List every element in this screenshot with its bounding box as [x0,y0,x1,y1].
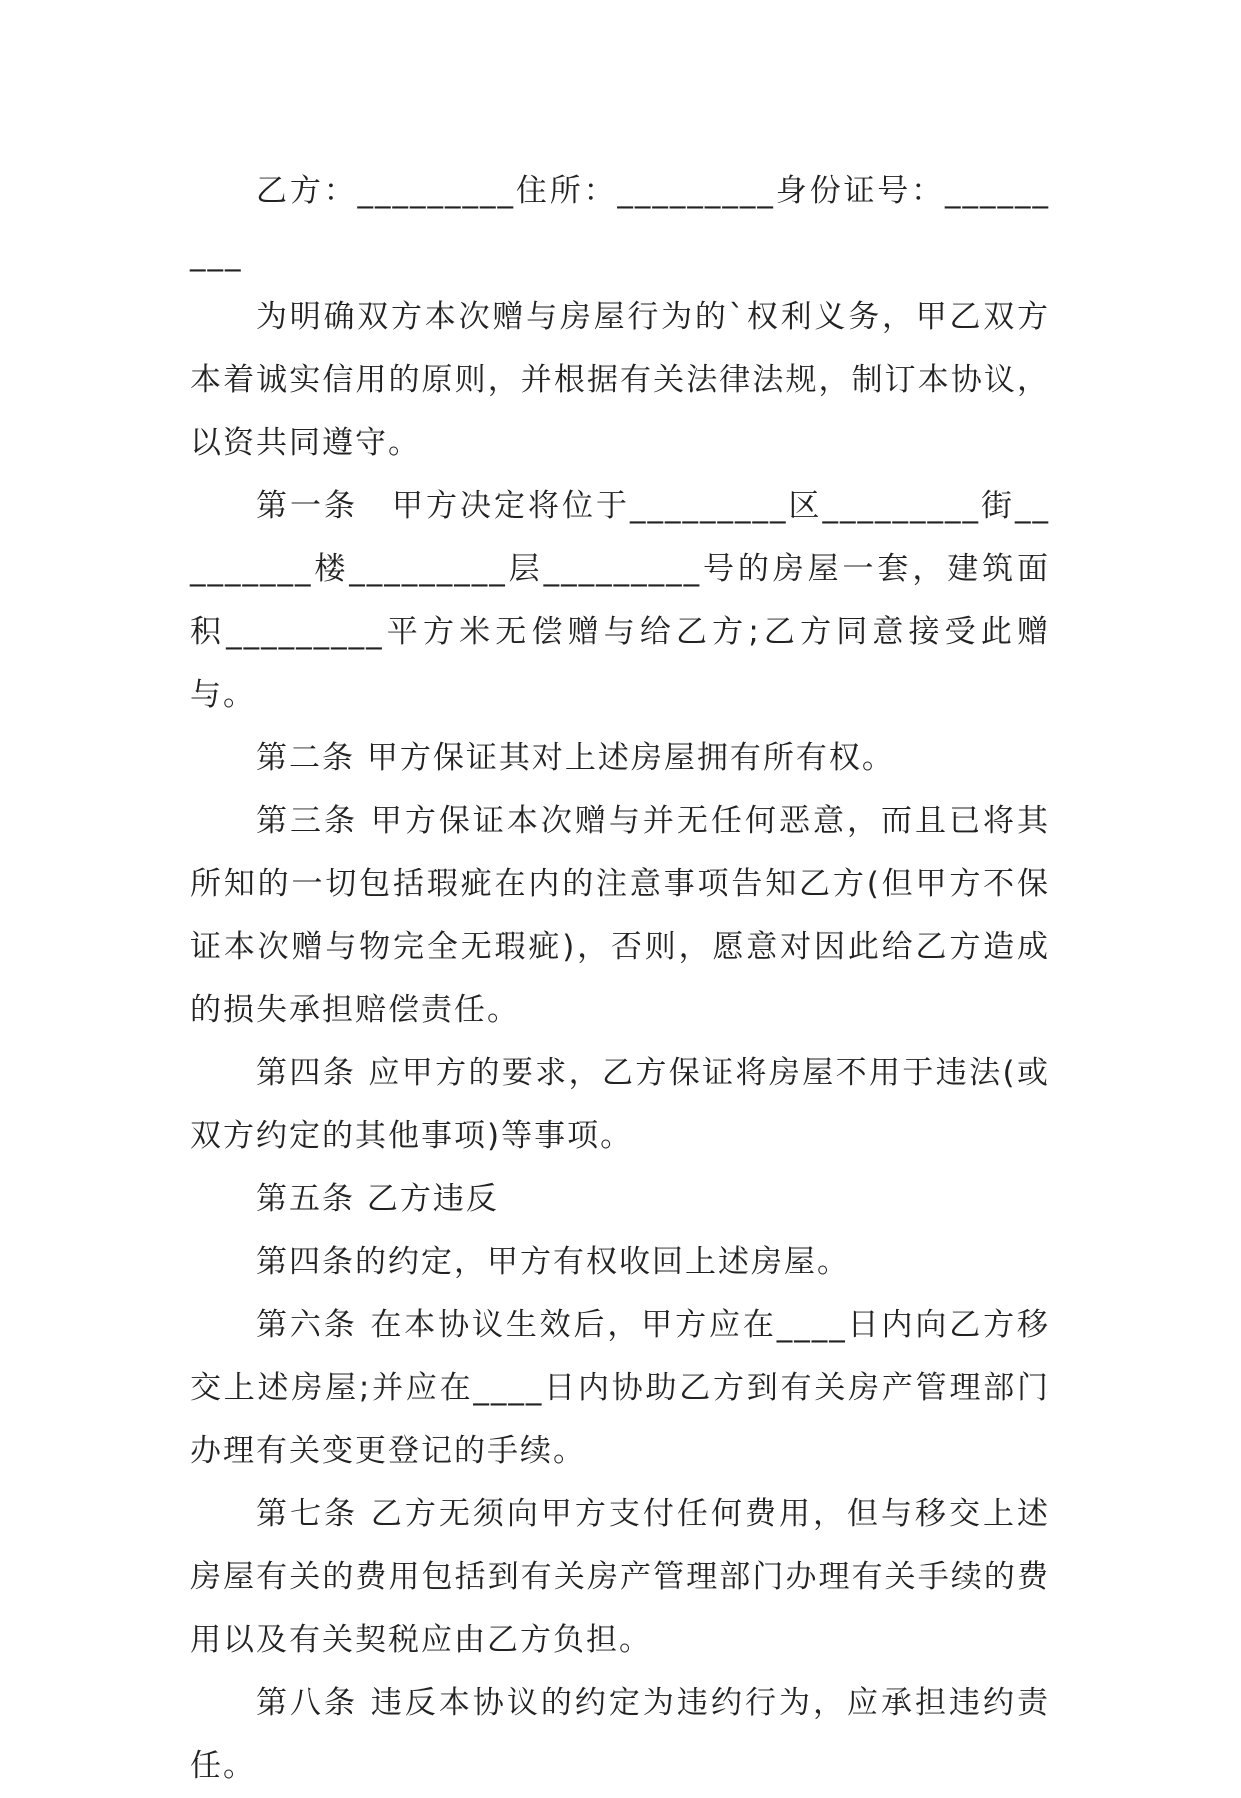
article-8: 第八条 违反本协议的约定为违约行为，应承担违约责任。 [190,1685,1050,1784]
article-4: 第四条 应甲方的要求，乙方保证将房屋不用于违法(或双方约定的其他事项)等事项。 [190,1055,1050,1154]
document-body [190,160,1050,1798]
article-5-continued: 第四条的约定，甲方有权收回上述房屋。 [256,1244,850,1280]
article-6: 第六条 在本协议生效后，甲方应在____日内向乙方移交上述房屋;并应在____日内协助乙方到有关房产管理部门办理有关变更登记的手续。 [190,1307,1050,1469]
article-1: 第一条 甲方决定将位于_________区_________街_________楼_________层_________号的房屋一套，建筑面积_________平方米无偿赠与给乙方;乙方同意接受此赠与。 [190,488,1050,713]
article-5: 第五条 乙方违反 [256,1181,499,1217]
party-b-info: 乙方：_________住所：_________身份证号：_________ [190,173,1050,272]
article-7: 第七条 乙方无须向甲方支付任何费用，但与移交上述房屋有关的费用包括到有关房产管理部门办理有关手续的费用以及有关契税应由乙方负担。 [190,1496,1050,1658]
preamble-paragraph: 为明确双方本次赠与房屋行为的`权利义务，甲乙双方本着诚实信用的原则，并根据有关法律法规，制订本协议，以资共同遵守。 [190,299,1050,461]
article-2: 第二条 甲方保证其对上述房屋拥有所有权。 [256,740,895,776]
article-3: 第三条 甲方保证本次赠与并无任何恶意，而且已将其所知的一切包括瑕疵在内的注意事项告知乙方(但甲方不保证本次赠与物完全无瑕疵)，否则，愿意对因此给乙方造成的损失承担赔偿责任。 [190,803,1050,1028]
